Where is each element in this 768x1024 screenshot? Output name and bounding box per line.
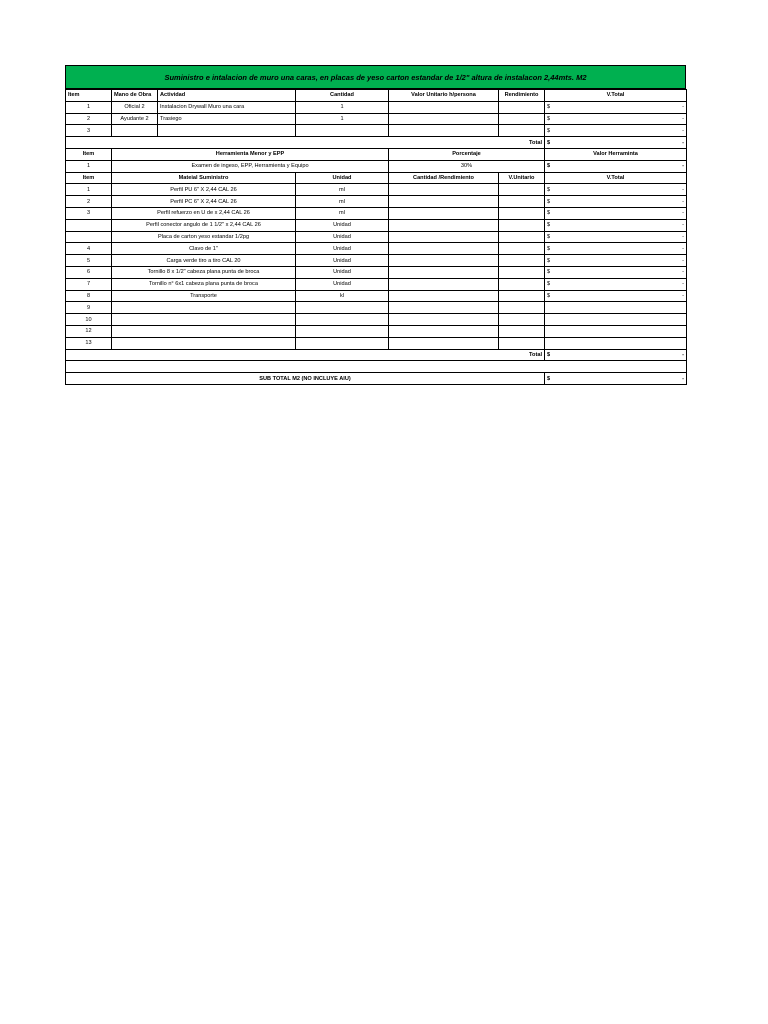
material-unit: ml (296, 196, 389, 208)
currency-symbol: $ (547, 281, 551, 288)
vtotal (545, 255, 687, 267)
item-number: 3 (66, 207, 112, 219)
subtotal-label: SUB TOTAL M2 (NO INCLUYE AIU) (66, 373, 545, 385)
subtotal-value (545, 373, 687, 385)
vtotal (545, 337, 687, 349)
material-description (112, 302, 296, 314)
currency-symbol: $ (547, 210, 551, 217)
total-label: Total (66, 137, 545, 149)
material-unit (296, 325, 389, 337)
material-row (66, 337, 687, 349)
material-unit: Unidad (296, 278, 389, 290)
valor-unitario (389, 101, 499, 113)
cantidad-rendimiento (389, 266, 499, 278)
valor-unitario (499, 243, 545, 255)
materials-table (65, 172, 687, 386)
material-row (66, 243, 687, 255)
valor-unitario (499, 266, 545, 278)
material-row (66, 325, 687, 337)
amount-dash: - (682, 163, 684, 170)
currency-symbol: $ (547, 233, 551, 240)
material-description: Perfil PU 6" X 2,44 CAL 26 (112, 184, 296, 196)
amount-dash: - (682, 281, 684, 288)
currency-symbol: $ (547, 245, 551, 252)
currency-symbol: $ (547, 257, 551, 264)
item-number: 9 (66, 302, 112, 314)
cantidad-rendimiento (389, 255, 499, 267)
vtotal (545, 290, 687, 302)
labor-total (545, 137, 687, 149)
material-row (66, 219, 687, 231)
material-unit (296, 337, 389, 349)
item-number: 4 (66, 243, 112, 255)
material-unit: Unidad (296, 266, 389, 278)
subtotal-row (66, 373, 687, 385)
cantidad-rendimiento (389, 231, 499, 243)
material-unit: ml (296, 207, 389, 219)
actividad (158, 125, 296, 137)
vtotal (545, 219, 687, 231)
cantidad-rendimiento (389, 196, 499, 208)
item-number: 1 (66, 101, 112, 113)
header-herramienta: Herramienta Menor y EPP (112, 148, 389, 160)
item-number: 7 (66, 278, 112, 290)
material-unit: ml (296, 184, 389, 196)
item-number: 8 (66, 290, 112, 302)
vtotal (545, 243, 687, 255)
currency-symbol: $ (547, 198, 551, 205)
currency-symbol: $ (547, 186, 551, 193)
header-valor-unitario: Valor Unitario h/persona (389, 90, 499, 102)
amount-dash: - (682, 245, 684, 252)
cantidad-rendimiento (389, 290, 499, 302)
cantidad-rendimiento (389, 302, 499, 314)
vtotal (545, 314, 687, 326)
mano-obra (112, 125, 158, 137)
cantidad-rendimiento (389, 278, 499, 290)
valor-unitario (499, 196, 545, 208)
rendimiento (499, 101, 545, 113)
material-row (66, 278, 687, 290)
rendimiento (499, 113, 545, 125)
currency-symbol: $ (547, 292, 551, 299)
rendimiento (499, 125, 545, 137)
vtotal (545, 325, 687, 337)
valor-unitario (389, 113, 499, 125)
valor-unitario (499, 231, 545, 243)
cantidad-rendimiento (389, 337, 499, 349)
cantidad-rendimiento (389, 325, 499, 337)
valor-unitario (499, 302, 545, 314)
vtotal (545, 207, 687, 219)
spacer-row (66, 361, 687, 373)
header-cantidad-rendimiento: Cantidad /Rendimiento (389, 172, 499, 184)
amount-dash: - (682, 222, 684, 229)
material-row (66, 196, 687, 208)
material-unit (296, 302, 389, 314)
tools-row (66, 160, 687, 172)
header-vtotal: V.Total (545, 90, 687, 102)
amount-dash: - (682, 233, 684, 240)
material-description: Perfil PC 6" X 2,44 CAL 26 (112, 196, 296, 208)
header-cantidad: Cantidad (296, 90, 389, 102)
material-row (66, 266, 687, 278)
material-row (66, 207, 687, 219)
actividad: Trasiego (158, 113, 296, 125)
currency-symbol: $ (547, 375, 551, 382)
item-number: 1 (66, 160, 112, 172)
cantidad: 1 (296, 101, 389, 113)
currency-symbol: $ (547, 163, 551, 170)
material-row (66, 255, 687, 267)
material-row (66, 231, 687, 243)
cost-sheet (65, 65, 686, 385)
sheet-title: Suministro e intalacion de muro una caras, en placas de yeso carton estandar de 1/2" altura de instalacon 2,44mts. M2 (65, 65, 686, 89)
cantidad: 1 (296, 113, 389, 125)
valor-unitario (389, 125, 499, 137)
header-unidad: Unidad (296, 172, 389, 184)
vtotal (545, 196, 687, 208)
header-item: Item (66, 172, 112, 184)
tool-description: Examen de ingeso, EPP, Herramienta y Equipo (112, 160, 389, 172)
item-number (66, 231, 112, 243)
currency-symbol: $ (547, 104, 551, 111)
header-rendimiento: Rendimiento (499, 90, 545, 102)
currency-symbol: $ (547, 222, 551, 229)
valor-unitario (499, 337, 545, 349)
currency-symbol: $ (547, 127, 551, 134)
mano-obra: Oficial 2 (112, 101, 158, 113)
materials-total (545, 349, 687, 361)
material-description (112, 314, 296, 326)
amount-dash: - (682, 127, 684, 134)
material-unit (296, 314, 389, 326)
amount-dash: - (682, 210, 684, 217)
cantidad-rendimiento (389, 219, 499, 231)
tool-percentage: 30% (389, 160, 545, 172)
spacer-cell (66, 361, 687, 373)
vtotal (545, 278, 687, 290)
material-description: Carga verde tiro a tiro CAL 20 (112, 255, 296, 267)
material-description: Perfil refuerzo en U de x 2,44 CAL 26 (112, 207, 296, 219)
labor-row (66, 101, 687, 113)
item-number: 13 (66, 337, 112, 349)
materials-header-row (66, 172, 687, 184)
cantidad (296, 125, 389, 137)
vtotal (545, 113, 687, 125)
cost-table (65, 89, 687, 173)
item-number: 5 (66, 255, 112, 267)
vtotal (545, 101, 687, 113)
tools-header-row (66, 148, 687, 160)
vtotal (545, 302, 687, 314)
labor-header-row (66, 90, 687, 102)
material-description: Clavo de 1" (112, 243, 296, 255)
materials-total-row (66, 349, 687, 361)
header-item: Item (66, 90, 112, 102)
vtotal (545, 125, 687, 137)
item-number: 2 (66, 113, 112, 125)
total-label: Total (66, 349, 545, 361)
material-unit: Unidad (296, 255, 389, 267)
header-item: Item (66, 148, 112, 160)
valor-unitario (499, 255, 545, 267)
amount-dash: - (682, 186, 684, 193)
header-valor-herramienta: Valor Herraminta (545, 148, 687, 160)
item-number: 6 (66, 266, 112, 278)
item-number: 12 (66, 325, 112, 337)
valor-unitario (499, 278, 545, 290)
item-number: 1 (66, 184, 112, 196)
vtotal (545, 184, 687, 196)
amount-dash: - (682, 104, 684, 111)
currency-symbol: $ (547, 139, 551, 146)
mano-obra: Ayudante 2 (112, 113, 158, 125)
material-row (66, 314, 687, 326)
material-description (112, 325, 296, 337)
header-material: Mateial Suministro (112, 172, 296, 184)
material-description: Transporte (112, 290, 296, 302)
material-row (66, 290, 687, 302)
valor-unitario (499, 207, 545, 219)
valor-unitario (499, 290, 545, 302)
item-number: 2 (66, 196, 112, 208)
material-unit: kl (296, 290, 389, 302)
material-description: Tornillo 8 x 1/2" cabeza plana punta de broca (112, 266, 296, 278)
valor-unitario (499, 314, 545, 326)
amount-dash: - (682, 257, 684, 264)
labor-total-row (66, 137, 687, 149)
material-row (66, 184, 687, 196)
currency-symbol: $ (547, 115, 551, 122)
header-vtotal: V.Total (545, 172, 687, 184)
labor-row (66, 113, 687, 125)
amount-dash: - (682, 375, 684, 382)
cantidad-rendimiento (389, 184, 499, 196)
material-description: Tornillo n° 6x1 cabeza plana punta de broca (112, 278, 296, 290)
material-unit: Unidad (296, 219, 389, 231)
cantidad-rendimiento (389, 207, 499, 219)
amount-dash: - (682, 269, 684, 276)
header-mano-obra: Mano de Obra (112, 90, 158, 102)
amount-dash: - (682, 115, 684, 122)
currency-symbol: $ (547, 269, 551, 276)
vtotal (545, 266, 687, 278)
item-number: 3 (66, 125, 112, 137)
material-description: Placa de carton yeso estandar 1/2pg (112, 231, 296, 243)
material-unit: Unidad (296, 231, 389, 243)
valor-unitario (499, 219, 545, 231)
tool-value (545, 160, 687, 172)
material-row (66, 302, 687, 314)
actividad: Instalacion Drywall Muro una cara (158, 101, 296, 113)
amount-dash: - (682, 292, 684, 299)
item-number (66, 219, 112, 231)
cantidad-rendimiento (389, 314, 499, 326)
material-unit: Unidad (296, 243, 389, 255)
amount-dash: - (682, 351, 684, 358)
item-number: 10 (66, 314, 112, 326)
header-actividad: Actividad (158, 90, 296, 102)
amount-dash: - (682, 139, 684, 146)
labor-row (66, 125, 687, 137)
cantidad-rendimiento (389, 243, 499, 255)
material-description (112, 337, 296, 349)
valor-unitario (499, 325, 545, 337)
amount-dash: - (682, 198, 684, 205)
header-porcentaje: Porcentaje (389, 148, 545, 160)
material-description: Perfil conector angulo de 1 1/2" x 2,44 CAL 26 (112, 219, 296, 231)
vtotal (545, 231, 687, 243)
header-vunitario: V.Unitario (499, 172, 545, 184)
currency-symbol: $ (547, 351, 551, 358)
valor-unitario (499, 184, 545, 196)
